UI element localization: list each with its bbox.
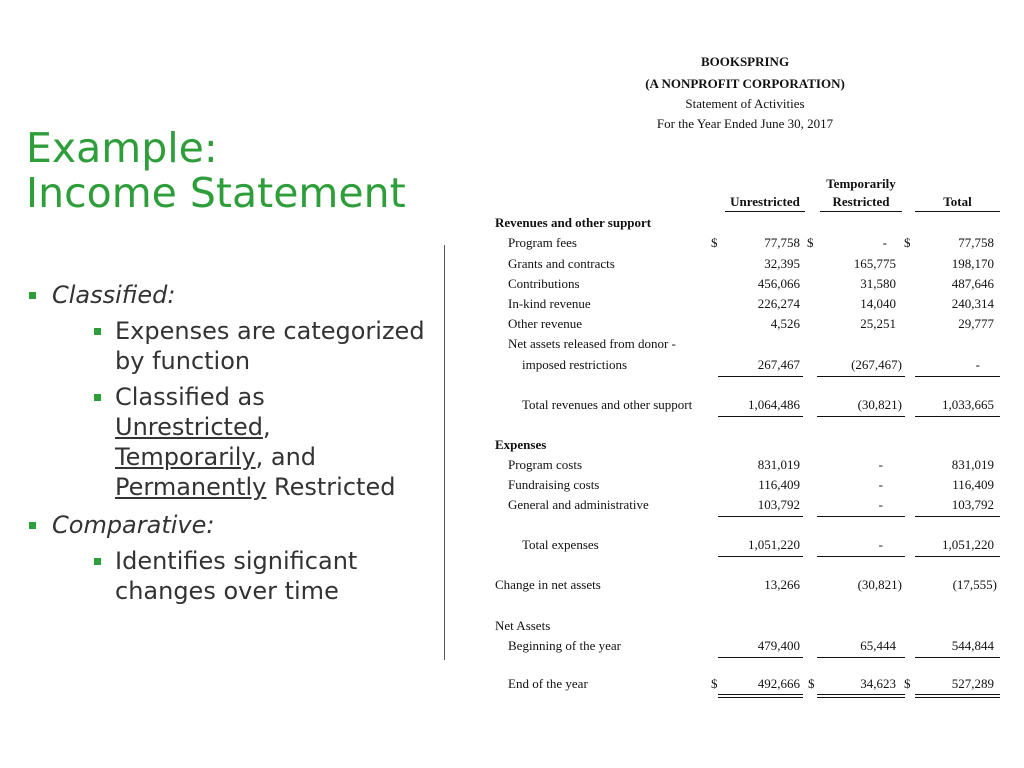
cell-total: 1,051,220 xyxy=(942,537,994,552)
section-label: Net Assets xyxy=(495,618,551,633)
cell-temporarily: - xyxy=(878,537,883,552)
cell-unrestricted: 13,266 xyxy=(764,577,800,592)
column-header-temporarily-line-2: Restricted xyxy=(820,193,902,212)
cell-unrestricted: 77,758 xyxy=(764,235,800,250)
dollar-sign: $ xyxy=(904,676,911,691)
row-label: Change in net assets xyxy=(495,577,601,592)
dollar-sign: $ xyxy=(711,235,718,250)
sub-bullet-classification xyxy=(52,382,426,502)
column-header-total: Total xyxy=(915,193,1000,212)
cell-unrestricted: 32,395 xyxy=(764,256,800,271)
cell-unrestricted: 456,066 xyxy=(757,276,800,291)
title-line-2: Income Statement xyxy=(26,169,406,217)
table-row xyxy=(460,314,1020,334)
table-row-total xyxy=(460,395,1020,415)
table-row-label-continuation xyxy=(460,334,1020,354)
divider-line xyxy=(444,245,445,660)
row-label: Program costs xyxy=(508,457,583,472)
cell-unrestricted: 267,467 xyxy=(757,357,800,372)
sub-bullet-text: Expenses are categorized by function xyxy=(115,317,425,375)
underline xyxy=(817,516,905,517)
slide-title xyxy=(26,126,406,216)
cell-total: 198,170 xyxy=(951,256,994,271)
cell-total: 831,019 xyxy=(951,457,994,472)
cell-total: 1,033,665 xyxy=(942,397,994,412)
bullet-label: Comparative: xyxy=(52,511,215,539)
table-row xyxy=(460,355,1020,375)
cell-unrestricted: 4,526 xyxy=(770,316,800,331)
cell-unrestricted: 116,409 xyxy=(758,477,800,492)
dollar-sign: $ xyxy=(808,676,815,691)
table-row xyxy=(460,274,1020,294)
cell-temporarily: (30,821) xyxy=(857,397,902,412)
row-label: General and administrative xyxy=(508,497,649,512)
row-label: In-kind revenue xyxy=(508,296,591,311)
table-row xyxy=(460,254,1020,274)
underline xyxy=(915,657,1000,658)
sub-bullet-changes xyxy=(52,546,426,606)
sub-bullet-suffix: Restricted xyxy=(274,473,396,501)
sub-bullet-text: Identifies significant changes over time xyxy=(115,547,358,605)
table-row xyxy=(460,636,1020,656)
table-row xyxy=(460,233,1020,253)
statement-name: Statement of Activities xyxy=(685,96,805,111)
double-underline xyxy=(915,694,1000,698)
row-label: Fundraising costs xyxy=(508,477,600,492)
row-label: Net assets released from donor - xyxy=(508,336,676,351)
cell-unrestricted: 492,666 xyxy=(757,676,800,691)
cell-unrestricted: 479,400 xyxy=(757,638,800,653)
bullet-square-icon xyxy=(94,328,101,335)
dollar-sign: $ xyxy=(711,676,718,691)
cell-total: 527,289 xyxy=(951,676,994,691)
table-row xyxy=(460,475,1020,495)
underline xyxy=(915,516,1000,517)
dollar-sign: $ xyxy=(904,235,911,250)
sub-bullet-prefix: Classified as xyxy=(115,383,265,411)
row-label: Grants and contracts xyxy=(508,256,615,271)
underline xyxy=(718,416,803,417)
cell-temporarily: 65,444 xyxy=(860,638,896,653)
cell-temporarily: 31,580 xyxy=(860,276,896,291)
row-label: Program fees xyxy=(508,235,577,250)
section-revenues xyxy=(460,213,1020,233)
double-underline xyxy=(718,694,803,698)
underline xyxy=(718,516,803,517)
row-label: End of the year xyxy=(508,676,588,691)
underline xyxy=(718,556,803,557)
underline xyxy=(817,657,905,658)
bullet-list xyxy=(26,280,426,614)
dollar-sign: $ xyxy=(807,235,814,250)
bullet-square-icon xyxy=(29,292,36,299)
cell-temporarily: (267,467) xyxy=(851,357,902,372)
cell-total: 487,646 xyxy=(951,276,994,291)
table-row xyxy=(460,294,1020,314)
separator: , xyxy=(262,413,271,441)
cell-total: 240,314 xyxy=(951,296,994,311)
underline xyxy=(915,376,1000,377)
section-label: Revenues and other support xyxy=(495,215,652,230)
cell-temporarily: - xyxy=(878,497,883,512)
cell-unrestricted: 1,051,220 xyxy=(748,537,800,552)
separator: , and xyxy=(255,443,317,471)
column-header-unrestricted: Unrestricted xyxy=(725,193,805,212)
underline xyxy=(718,376,803,377)
term-temporarily: Temporarily xyxy=(115,443,256,471)
cell-temporarily: 165,775 xyxy=(853,256,896,271)
underline xyxy=(718,657,803,658)
section-expenses xyxy=(460,435,1020,455)
table-row-total xyxy=(460,535,1020,555)
bullet-square-icon xyxy=(94,558,101,565)
cell-temporarily: - xyxy=(878,477,883,492)
cell-total: 544,844 xyxy=(951,638,994,653)
underline xyxy=(817,416,905,417)
section-net-assets xyxy=(460,616,1020,636)
table-row xyxy=(460,455,1020,475)
cell-total: - xyxy=(975,357,980,372)
cell-temporarily: - xyxy=(878,457,883,472)
cell-temporarily: 25,251 xyxy=(860,316,896,331)
org-subtitle: (A NONPROFIT CORPORATION) xyxy=(645,76,845,91)
bullet-classified xyxy=(26,280,426,502)
sub-bullet-expenses xyxy=(52,316,426,376)
table-row xyxy=(460,495,1020,515)
statement-of-activities xyxy=(460,50,1020,760)
double-underline xyxy=(817,694,905,698)
cell-unrestricted: 1,064,486 xyxy=(748,397,800,412)
table-row xyxy=(460,575,1020,595)
column-header-temporarily-line-1: Temporarily xyxy=(826,176,896,191)
underline xyxy=(817,556,905,557)
term-permanently: Permanently xyxy=(115,473,267,501)
bullet-square-icon xyxy=(29,522,36,529)
row-label: Other revenue xyxy=(508,316,582,331)
cell-temporarily: 14,040 xyxy=(860,296,896,311)
table-row-final xyxy=(460,674,1020,694)
cell-total: 29,777 xyxy=(958,316,994,331)
org-name: BOOKSPRING xyxy=(700,54,790,69)
underline xyxy=(817,376,905,377)
cell-total: 116,409 xyxy=(952,477,994,492)
cell-unrestricted: 831,019 xyxy=(757,457,800,472)
bullet-label: Classified: xyxy=(52,281,176,309)
cell-total: (17,555) xyxy=(952,577,997,592)
cell-total: 77,758 xyxy=(958,235,994,250)
statement-period: For the Year Ended June 30, 2017 xyxy=(656,116,834,131)
cell-total: 103,792 xyxy=(951,497,994,512)
underline xyxy=(915,556,1000,557)
cell-temporarily: (30,821) xyxy=(857,577,902,592)
row-label: imposed restrictions xyxy=(522,357,628,372)
bullet-square-icon xyxy=(94,394,101,401)
row-label: Total expenses xyxy=(522,537,599,552)
term-unrestricted: Unrestricted xyxy=(115,413,263,441)
row-label: Total revenues and other support xyxy=(522,397,693,412)
cell-temporarily: 34,623 xyxy=(860,676,896,691)
cell-unrestricted: 103,792 xyxy=(757,497,800,512)
cell-unrestricted: 226,274 xyxy=(757,296,800,311)
underline xyxy=(915,416,1000,417)
bullet-comparative xyxy=(26,510,426,606)
row-label: Contributions xyxy=(508,276,580,291)
cell-temporarily: - xyxy=(882,235,887,250)
row-label: Beginning of the year xyxy=(508,638,621,653)
section-label: Expenses xyxy=(495,437,547,452)
title-line-1: Example: xyxy=(26,124,218,172)
